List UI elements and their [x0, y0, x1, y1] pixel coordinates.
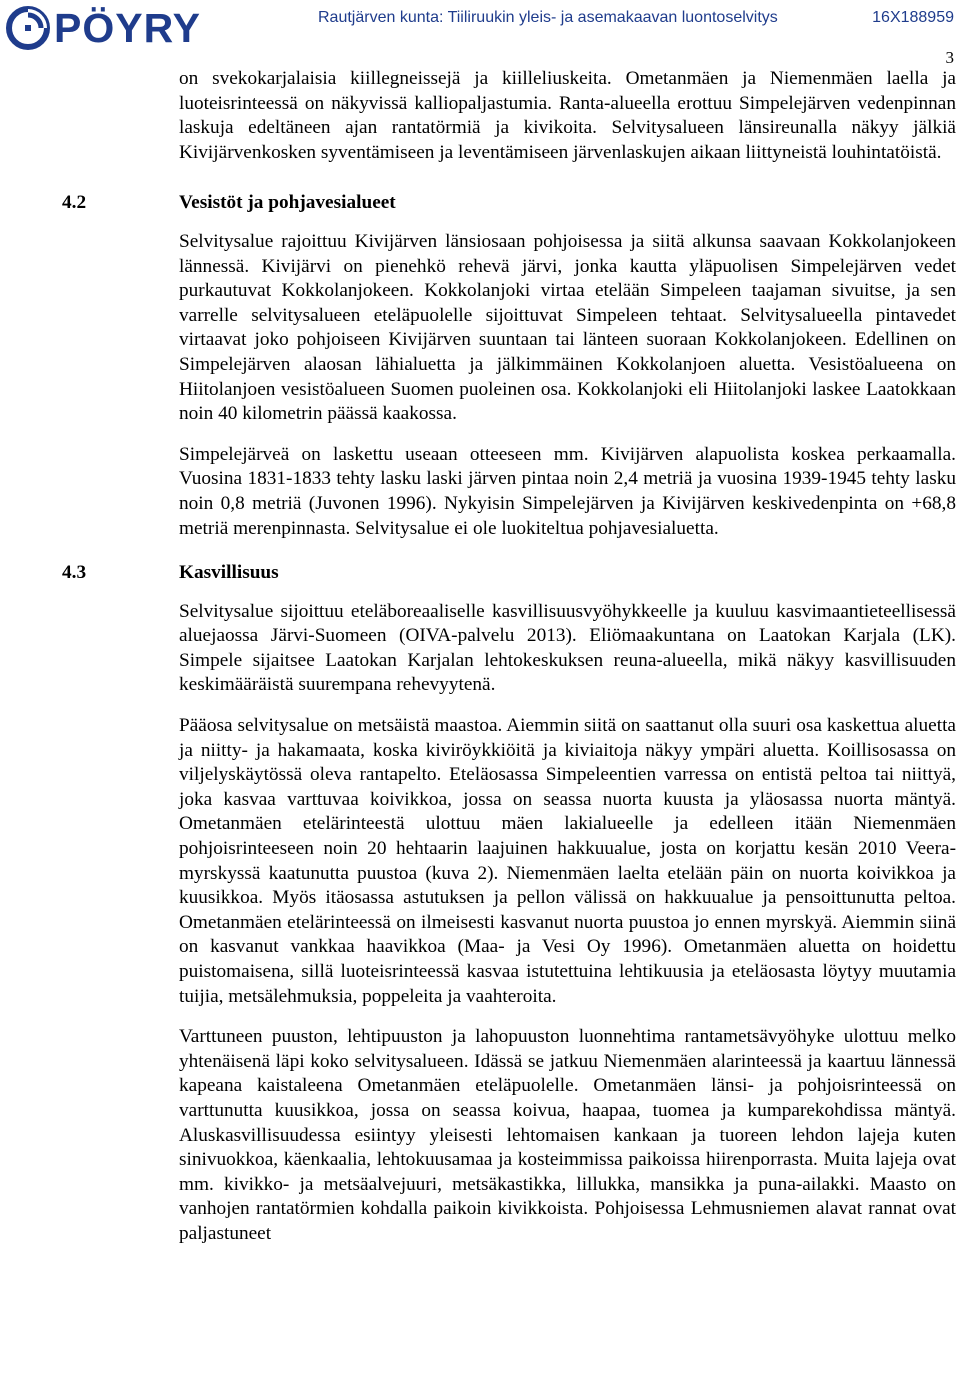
intro-paragraph: on svekokarjalaisia kiillegneissejä ja kiilleliuskeita. Ometanmäen ja Niemenmäen laella ja luoteisrinteessä on näkyvissä kalliopaljastumia. Ranta-alueella erottuu Simpelejärven vedenpinnan laskuja edeltäneen ajan rantatörmiä ja kivikoita. Selvitysalueen länsireunalla näkyy jälkiä Kivijärvenkosken syventämiseen ja leventämiseen järvenlaskujen aikaan liittyneistä louhintatöistä. [179, 68, 956, 163]
section-4-2 [62, 191, 956, 541]
section-heading [62, 561, 956, 586]
document-code: 16X188959 [872, 9, 954, 26]
logo-wordmark: PÖYRY [54, 5, 202, 51]
section-number: 4.3 [62, 562, 87, 584]
paragraph: Pääosa selvitysalue on metsäistä maastoa. Aiemmin siitä on saattanut olla suuri osa kaskettua aluetta ja niitty- ja hakamaata, koska kiviröykkiöitä ja kiviaitoja näkyy ympäri aluetta. Koillisosassa on viljelyskäytössä oleva rantapelto. Eteläosassa Simpeleentien varressa on entistä peltoa tai niittyä, joka kasvaa varttuvaa koivikkoa, jossa on seassa nuorta kuusta ja yläosassa nuorta mäntyä. Ometanmäen etelärinteestä ulottuu mäen lakialueelle ja edelleen itään Niemenmäen pohjoisrinteeseen noin 20 hehtaarin laajuinen hakkuualue, josta on korjattu kesän 2010 Veera-myrskyssä kaatunutta puustoa (kuva 2). Niemenmäen laelta etelään päin on nuorta koivikkoa ja kuusikkoa. Myös itäosassa astutuksen ja pellon välissä on hakkuualue ja pensoittunutta peltoa. Ometanmäen etelärinteessä on ilmeisesti kasvanut nuorta puustoa jo ennen myrskyä. Aiemmin siinä on kasvanut vankkaa haavikkoa (Maa- ja Vesi Oy 1996). Ometanmäen aluetta on hoidettu puistomaisena, sillä luoteisrinteessä kasvaa istutettuina lehtikuusia ja eteläosasta löytyy muutamia tuijia, metsälehmuksia, poppeleita ja vaahteroita. [179, 715, 956, 1007]
paragraph: Selvitysalue sijoittuu eteläboreaaliselle kasvillisuusvyöhykkeelle ja kuuluu kasvimaantieteellisessä aluejaossa Järvi-Suomeen (OIVA-palvelu 2013). Eliömaakuntana on Laatokan Karjala (LK). Simpele sijaitsee Laatokan Karjalan lehtokeskuksen reuna-alueella, mikä näkyy kasvillisuuden keskimääräistä suurempana rehevyytenä. [179, 600, 956, 696]
page-number: 3 [945, 48, 954, 67]
section-number: 4.2 [62, 192, 87, 214]
section-title: Kasvillisuus [179, 562, 279, 584]
paragraph: Varttuneen puuston, lehtipuuston ja lahopuuston luonnehtima rantametsävyöhyke ulottuu melko yhtenäisenä läpi koko selvitysalueen. Idässä se jatkuu Niemenmäen alarinteessä ja kaartuu lännessä kapeana kaistaleena Ometanmäen eteläpuolelle. Ometanmäen länsi- ja pohjoisrinteessä on varttunutta kuusikkoa, jossa on seassa koivua, haapaa, tuomea ja kumparekohdissa mäntyä. Aluskasvillisuudessa esiintyy yleisesti lehtomaisen kankaan ja tuoreen lehdon lajeja kuten sinivuokkoa, käenkaalia, lehtokuusamaa ja kosteimmissa paikoissa hiirenporrasta. Muita lajeja ovat mm. kivikko- ja metsäalvejuuri, metsäkastikka, lillukka, mansikka ja puna-ailakki. Maasto on vanhojen rantatörmien kohdalla paikoin kivikkoista. Pohjoisessa Lehmusniemen alavat rannat ovat paljastuneet [179, 1026, 956, 1244]
section-title: Vesistöt ja pohjavesialueet [179, 192, 396, 214]
section-heading [62, 191, 956, 216]
paragraph: Simpelejärveä on laskettu useaan otteeseen mm. Kivijärven alapuolista koskea perkaamalla. Vuosina 1831-1833 tehty lasku laski järven pintaa noin 2,4 metriä ja vuosina 1939-1945 tehty lasku noin 0,8 metriä (Juvonen 1996). Nykyisin Simpelejärven ja Kivijärven keskivedenpinta on +68,8 metriä merenpinnasta. Selvitysalue ei ole luokiteltua pohjavesialuetta. [179, 443, 956, 539]
page-header [0, 0, 960, 56]
poyry-logo [6, 6, 201, 50]
paragraph: Selvitysalue rajoittuu Kivijärven länsiosaan pohjoisessa ja siitä alkunsa saavaan Kokkolanjokeen lännessä. Kivijärvi on pienehkö rehevä järvi, jonka kautta yläpuolisen Simpelejärven vedet purkautuvat Kokkolanjokeen. Kokkolanjoki virtaa etelään Simpeleen taajaman sivuitse, ja sen varrelle selvitysalueen eteläpuolelle sijoittuvat Simpeleen tehtaat. Selvitysalueella pintavedet virtaavat joko pohjoiseen Kivijärven suuntaan tai länteen suoraan Kokkolanjokeen. Edellinen on Simpelejärven alaosan lähialuetta ja jälkimmäinen Kokkolanjoen aluetta. Vesistöalueena on Hiitolanjoen vesistöalueen Suomen puoleinen osa. Kokkolanjoki eli Hiitolanjoki laskee Laatokkaan noin 40 kilometrin päässä kaakossa. [179, 230, 956, 425]
page-body [62, 67, 956, 1263]
section-4-3 [62, 561, 956, 1246]
poyry-logo-icon [6, 6, 50, 50]
document-title: Rautjärven kunta: Tiiliruukin yleis- ja asemakaavan luontoselvitys [318, 9, 778, 26]
